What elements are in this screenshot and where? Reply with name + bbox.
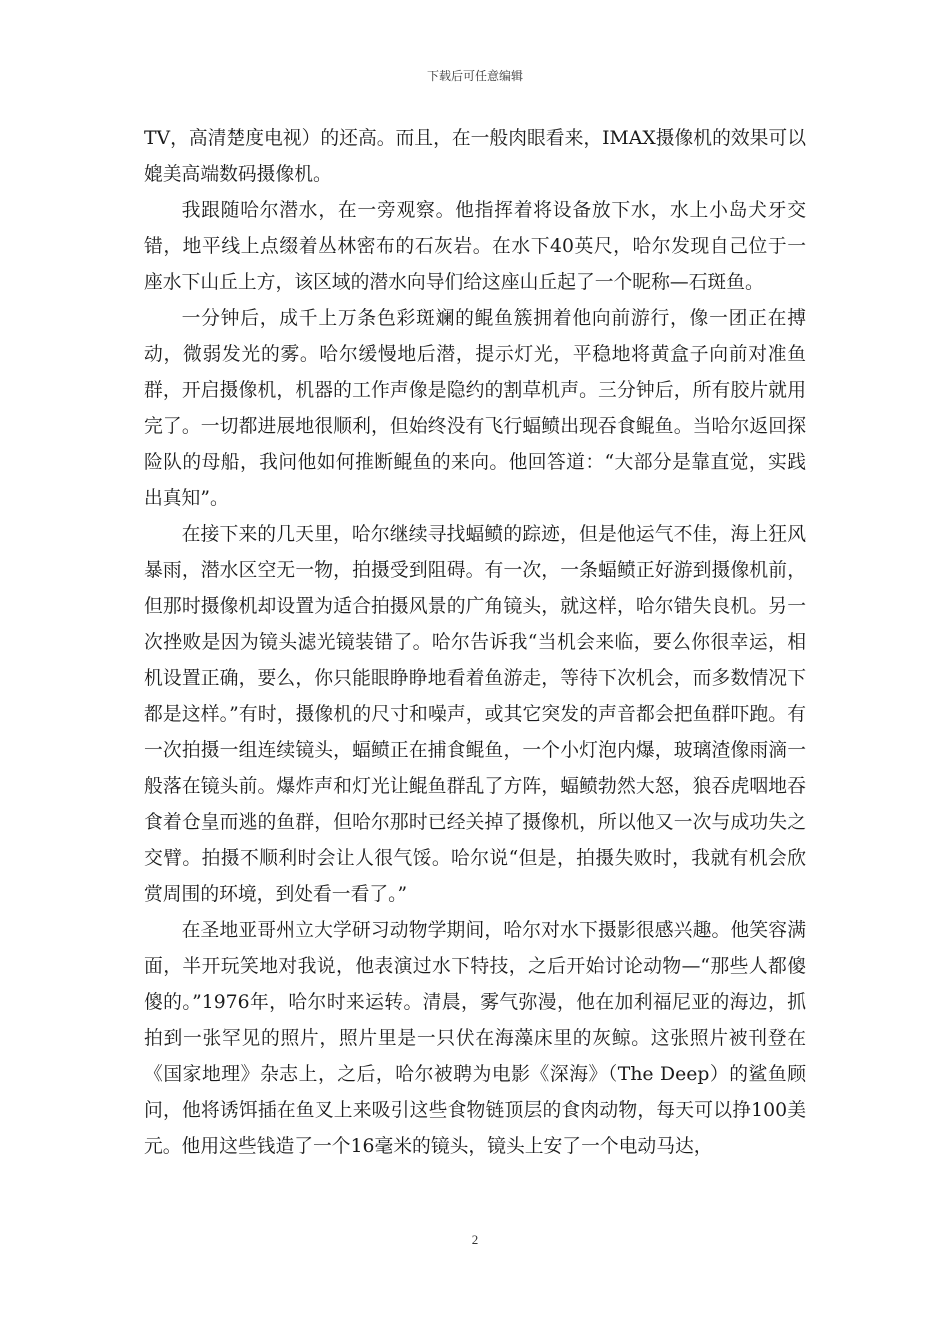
- page-header: 下载后可任意编辑: [426, 69, 523, 83]
- document-body: [144, 121, 806, 1165]
- paragraph-2: 我跟随哈尔潜水，在一旁观察。他指挥着将设备放下水，水上小岛犬牙交错，地平线上点缀着丛林密布的石灰岩。在水下40英尺，哈尔发现自己位于一座水下山丘上方，该区域的潜水向导们给这座山丘起了一个昵称—石斑鱼。: [144, 200, 806, 293]
- paragraph-4: 在接下来的几天里，哈尔继续寻找蝠鲼的踪迹，但是他运气不佳，海上狂风暴雨，潜水区空无一物，拍摄受到阻碍。有一次，一条蝠鲼正好游到摄像机前，但那时摄像机却设置为适合拍摄风景的广角镜头，就这样，哈尔错失良机。另一次挫败是因为镜头滤光镜装错了。哈尔告诉我“当机会来临，要么你很幸运，相机设置正确，要么，你只能眼睁睁地看着鱼游走，等待下次机会，而多数情况下都是这样。”有时，摄像机的尺寸和噪声，或其它突发的声音都会把鱼群吓跑。有一次拍摄一组连续镜头，蝠鲼正在捕食鲲鱼，一个小灯泡内爆，玻璃渣像雨滴一般落在镜头前。爆炸声和灯光让鲲鱼群乱了方阵，蝠鲼勃然大怒，狼吞虎咽地吞食着仓皇而逃的鱼群，但哈尔那时已经关掉了摄像机，所以他又一次与成功失之交臂。拍摄不顺利时会让人很气馁。哈尔说“但是，拍摄失败时，我就有机会欣赏周围的环境，到处看一看了。”: [144, 524, 806, 905]
- paragraph-1: TV，高清楚度电视）的还高。而且，在一般肉眼看来，IMAX摄像机的效果可以媲美高端数码摄像机。: [144, 128, 806, 185]
- paragraph-5: 在圣地亚哥州立大学研习动物学期间，哈尔对水下摄影很感兴趣。他笑容满面，半开玩笑地对我说，他表演过水下特技，之后开始讨论动物—“那些人都傻傻的。”1976年，哈尔时来运转。清晨，雾气弥漫，他在加利福尼亚的海边，抓拍到一张罕见的照片，照片里是一只伏在海藻床里的灰鲸。这张照片被刊登在《国家地理》杂志上，之后，哈尔被聘为电影《深海》（The Deep）的鲨鱼顾问，他将诱饵插在鱼叉上来吸引这些食物链顶层的食肉动物，每天可以挣100美元。他用这些钱造了一个16毫米的镜头，镜头上安了一个电动马达，: [144, 920, 806, 1157]
- paragraph-3: 一分钟后，成千上万条色彩斑斓的鲲鱼簇拥着他向前游行，像一团正在搏动，微弱发光的雾。哈尔缓慢地后潜，提示灯光，平稳地将黄盒子向前对准鱼群，开启摄像机，机器的工作声像是隐约的割草机声。三分钟后，所有胶片就用完了。一切都进展地很顺利，但始终没有飞行蝠鲼出现吞食鲲鱼。当哈尔返回探险队的母船，我问他如何推断鲲鱼的来向。他回答道：“大部分是靠直觉，实践出真知”。: [144, 308, 806, 509]
- page-number: 2: [471, 1232, 479, 1247]
